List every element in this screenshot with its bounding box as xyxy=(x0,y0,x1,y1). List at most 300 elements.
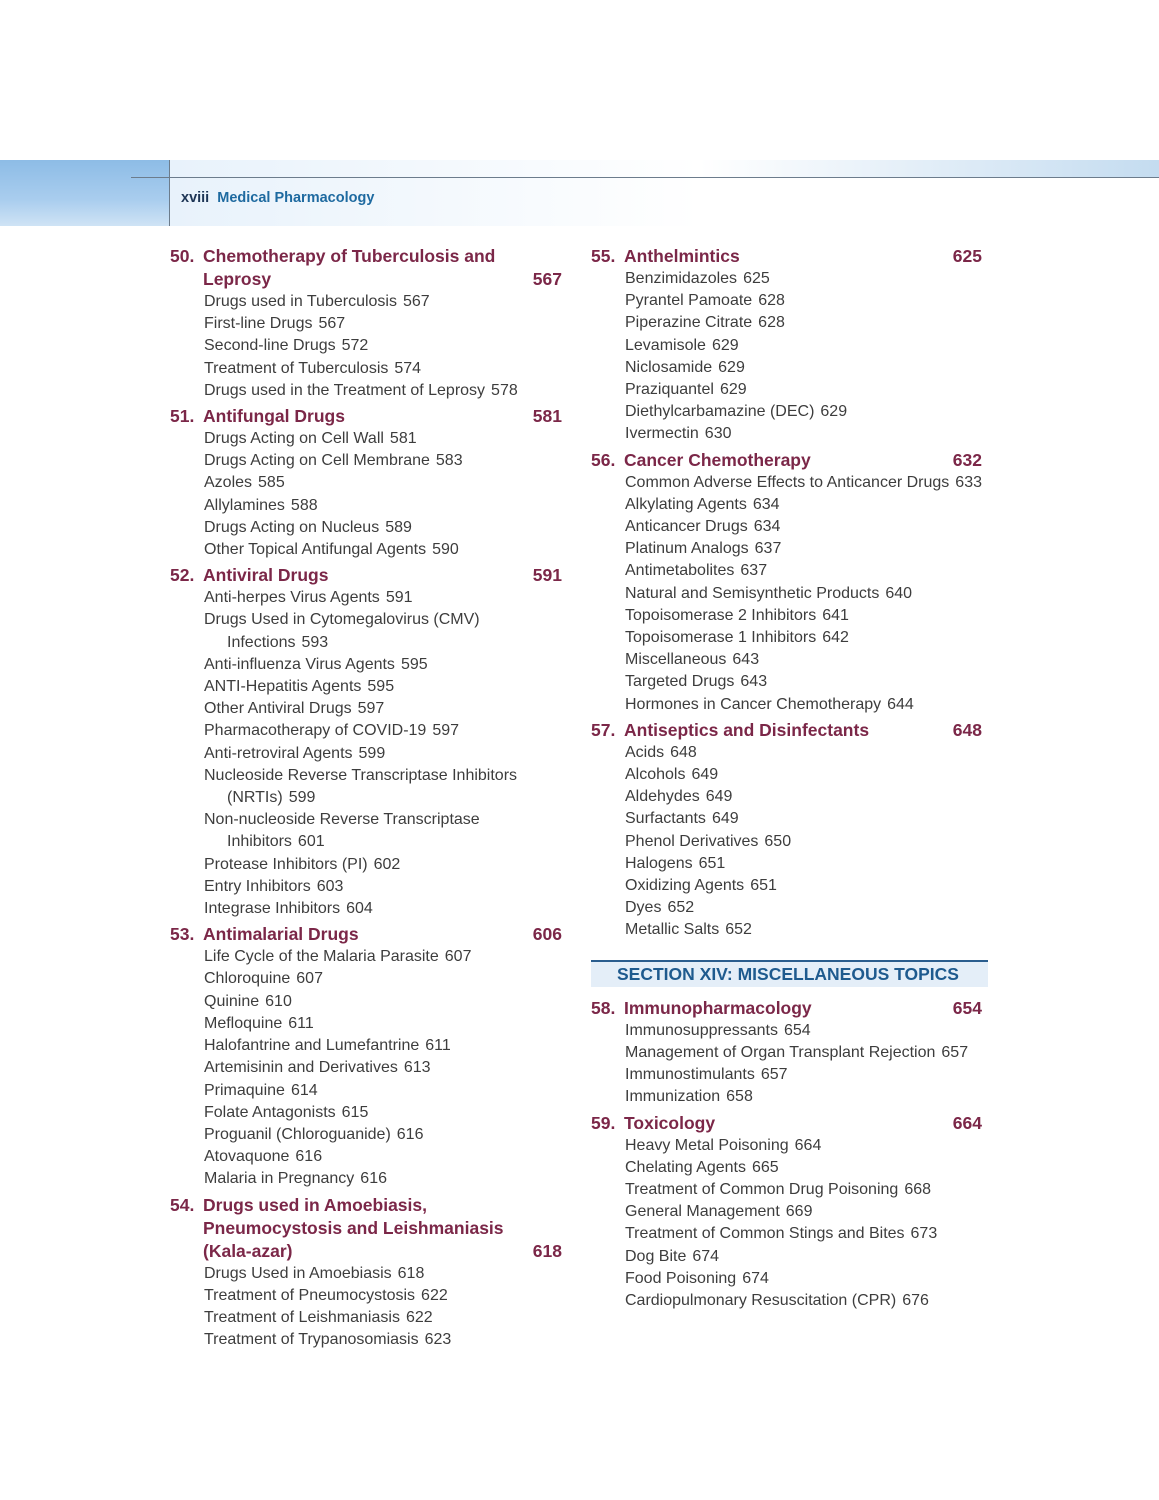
header-right-tab xyxy=(700,160,1159,178)
entry-label: Treatment of Common Stings and Bites xyxy=(625,1225,905,1243)
topic-list xyxy=(591,268,991,446)
toc-entry xyxy=(591,764,991,786)
toc-entry xyxy=(170,854,570,876)
entry-label: Mefloquine xyxy=(204,1014,283,1032)
entry-label: Immunosuppressants xyxy=(625,1021,778,1039)
chapter-number: 59. xyxy=(591,1112,616,1133)
entry-page: 581 xyxy=(389,430,417,448)
topic-list xyxy=(170,428,570,561)
entry-page: 644 xyxy=(887,695,914,713)
entry-page: 583 xyxy=(435,452,463,470)
entry-page: 613 xyxy=(403,1059,431,1077)
entry-page: 611 xyxy=(288,1014,314,1032)
toc-entry xyxy=(591,335,991,357)
entry-label: Drugs Used in Cytomegalovirus (CMV) Infections xyxy=(204,611,480,651)
toc-entry xyxy=(170,720,570,742)
entry-label: Alcohols xyxy=(625,766,686,784)
chapter-title: Chemotherapy of Tuberculosis and Leprosy xyxy=(203,246,496,289)
entry-page: 652 xyxy=(725,921,752,939)
chapter-title: Drugs used in Amoebiasis, Pneumocystosis and Leishmaniasis (Kala-azar) xyxy=(203,1194,504,1261)
entry-label: Allylamines xyxy=(204,496,285,514)
chapter-page: 618 xyxy=(532,1240,562,1261)
entry-label: Drugs used in the Treatment of Leprosy xyxy=(204,381,486,399)
entry-label: Antimetabolites xyxy=(625,562,735,580)
entry-page: 649 xyxy=(691,766,719,784)
toc-entry xyxy=(170,1285,570,1307)
entry-page: 616 xyxy=(295,1148,323,1166)
toc-entry xyxy=(170,1329,570,1351)
entry-page: 643 xyxy=(732,651,760,669)
entry-label: Praziquantel xyxy=(625,381,714,399)
chapter-number: 56. xyxy=(591,449,616,470)
chapter-title: Cancer Chemotherapy xyxy=(624,449,811,470)
entry-label: Halofantrine and Lumefantrine xyxy=(204,1037,420,1055)
entry-label: Dyes xyxy=(625,899,662,917)
toc-entry xyxy=(591,1064,991,1086)
toc-entry xyxy=(591,1179,991,1201)
entry-label: Anti-herpes Virus Agents xyxy=(204,589,380,607)
entry-page: 599 xyxy=(288,789,316,807)
entry-page: 648 xyxy=(670,743,697,761)
entry-label: General Management xyxy=(625,1203,780,1221)
toc-entry xyxy=(591,786,991,808)
toc-entry xyxy=(170,1124,570,1146)
toc-chapter xyxy=(170,1194,570,1352)
entry-page: 649 xyxy=(711,810,739,828)
entry-label: Surfactants xyxy=(625,810,706,828)
entry-label: Treatment of Pneumocystosis xyxy=(204,1286,416,1304)
toc-entry xyxy=(591,268,991,290)
chapter-number: 54. xyxy=(170,1194,195,1215)
entry-label: Aldehydes xyxy=(625,788,700,806)
entry-page: 589 xyxy=(385,518,412,536)
entry-label: Proguanil (Chloroguanide) xyxy=(204,1125,391,1143)
chapter-title: Immunopharmacology xyxy=(624,997,812,1018)
entry-label: Entry Inhibitors xyxy=(204,877,311,895)
entry-label: Azoles xyxy=(204,474,253,492)
entry-label: Drugs Acting on Nucleus xyxy=(204,518,380,536)
chapter-number: 57. xyxy=(591,719,616,740)
running-header xyxy=(181,190,374,206)
entry-label: Anticancer Drugs xyxy=(625,518,748,536)
entry-page: 652 xyxy=(667,899,695,917)
entry-label: Food Poisoning xyxy=(625,1269,737,1287)
toc-entry xyxy=(591,671,991,693)
toc-entry xyxy=(591,694,991,716)
entry-label: Niclosamide xyxy=(625,358,713,376)
chapter-title: Anthelmintics xyxy=(624,246,740,266)
chapter-heading xyxy=(170,923,570,946)
toc-chapter xyxy=(591,449,991,716)
toc-entry xyxy=(170,991,570,1013)
entry-page: 585 xyxy=(258,474,285,492)
toc-entry xyxy=(591,1290,991,1312)
topic-list xyxy=(591,742,991,942)
chapter-title: Antifungal Drugs xyxy=(203,406,345,427)
toc-entry xyxy=(170,472,570,494)
entry-page: 595 xyxy=(400,655,428,673)
entry-label: Malaria in Pregnancy xyxy=(204,1170,355,1188)
entry-page: 633 xyxy=(955,473,982,491)
entry-page: 614 xyxy=(290,1081,318,1099)
chapter-heading xyxy=(591,997,991,1020)
chapter-page: 591 xyxy=(532,565,562,586)
entry-label: Miscellaneous xyxy=(625,651,727,669)
toc-chapter xyxy=(170,564,570,920)
toc-entry xyxy=(591,605,991,627)
chapter-number: 51. xyxy=(170,406,195,427)
toc-entry xyxy=(170,676,570,698)
toc-entry xyxy=(591,1086,991,1108)
toc-entry xyxy=(591,742,991,764)
entry-page: 622 xyxy=(405,1308,433,1326)
toc-entry xyxy=(591,423,991,445)
toc-entry xyxy=(591,875,991,897)
toc-entry xyxy=(591,1223,991,1245)
toc-entry xyxy=(170,898,570,920)
toc-entry xyxy=(170,698,570,720)
entry-page: 601 xyxy=(297,833,325,851)
entry-label: Primaquine xyxy=(204,1081,285,1099)
toc-entry xyxy=(170,380,570,402)
entry-page: 651 xyxy=(698,854,726,872)
toc-chapter xyxy=(591,997,991,1109)
toc-entry xyxy=(170,539,570,561)
toc-entry xyxy=(170,291,570,313)
toc-entry xyxy=(170,946,570,968)
toc-entry xyxy=(170,743,570,765)
entry-page: 668 xyxy=(904,1180,932,1198)
chapter-page: 567 xyxy=(532,269,562,289)
chapter-title: Antiseptics and Disinfectants xyxy=(624,719,870,740)
header-vertical-rule xyxy=(169,160,170,226)
entry-label: Immunization xyxy=(625,1088,721,1106)
toc-entry xyxy=(591,897,991,919)
entry-page: 622 xyxy=(421,1286,448,1304)
entry-label: Oxidizing Agents xyxy=(625,877,745,895)
entry-label: Drugs Used in Amoebiasis xyxy=(204,1264,392,1282)
topic-list xyxy=(170,587,570,920)
entry-label: Nucleoside Reverse Transcriptase Inhibitors (NRTIs) xyxy=(204,766,518,807)
toc-chapter xyxy=(170,923,570,1190)
page-number: xviii xyxy=(181,190,210,206)
toc-entry xyxy=(591,831,991,853)
chapter-heading xyxy=(170,564,570,587)
entry-label: Treatment of Tuberculosis xyxy=(204,359,389,377)
entry-page: 578 xyxy=(491,381,518,399)
toc-entry xyxy=(591,1020,991,1042)
entry-page: 665 xyxy=(751,1158,779,1176)
entry-label: Chloroquine xyxy=(204,970,291,988)
entry-label: Piperazine Citrate xyxy=(625,314,753,332)
entry-page: 574 xyxy=(394,359,422,377)
entry-page: 597 xyxy=(432,722,460,740)
chapter-number: 52. xyxy=(170,565,195,586)
entry-page: 629 xyxy=(711,336,739,354)
entry-page: 611 xyxy=(425,1037,451,1055)
entry-label: ANTI-Hepatitis Agents xyxy=(204,678,362,696)
entry-label: Other Antiviral Drugs xyxy=(204,700,352,718)
entry-page: 588 xyxy=(290,496,318,514)
entry-label: Life Cycle of the Malaria Parasite xyxy=(204,948,439,966)
entry-page: 603 xyxy=(316,877,344,895)
entry-label: Topoisomerase 1 Inhibitors xyxy=(625,629,817,647)
chapter-page: 632 xyxy=(952,449,982,470)
entry-label: Hormones in Cancer Chemotherapy xyxy=(625,695,882,713)
entry-label: Other Topical Antifungal Agents xyxy=(204,541,427,559)
entry-page: 618 xyxy=(397,1264,425,1282)
toc-entry xyxy=(591,1201,991,1223)
entry-page: 634 xyxy=(753,518,781,536)
toc-entry xyxy=(170,876,570,898)
toc-left-column xyxy=(170,245,570,1354)
chapter-number: 58. xyxy=(591,997,616,1018)
toc-entry xyxy=(170,335,570,357)
toc-entry xyxy=(170,428,570,450)
book-title: Medical Pharmacology xyxy=(217,190,375,206)
chapter-page: 625 xyxy=(952,246,982,266)
toc-entry xyxy=(591,649,991,671)
toc-entry xyxy=(170,517,570,539)
entry-page: 641 xyxy=(822,606,849,624)
entry-label: Benzimidazoles xyxy=(625,270,738,287)
entry-label: Topoisomerase 2 Inhibitors xyxy=(625,606,817,624)
entry-page: 637 xyxy=(740,562,768,580)
entry-page: 602 xyxy=(373,855,401,873)
entry-page: 630 xyxy=(704,425,732,443)
entry-label: Treatment of Trypanosomiasis xyxy=(204,1331,419,1349)
entry-page: 616 xyxy=(360,1170,387,1188)
toc-chapter xyxy=(591,245,991,446)
entry-label: Drugs Acting on Cell Membrane xyxy=(204,452,430,470)
entry-label: Treatment of Common Drug Poisoning xyxy=(625,1180,899,1198)
entry-label: Artemisinin and Derivatives xyxy=(204,1059,398,1077)
entry-page: 628 xyxy=(758,292,785,310)
chapter-title: Antimalarial Drugs xyxy=(203,924,359,945)
entry-label: Halogens xyxy=(625,854,693,872)
entry-label: Second-line Drugs xyxy=(204,337,336,355)
entry-label: Cardiopulmonary Resuscitation (CPR) xyxy=(625,1291,897,1309)
entry-label: Platinum Analogs xyxy=(625,540,749,558)
entry-page: 597 xyxy=(357,700,385,718)
entry-page: 676 xyxy=(902,1291,929,1309)
topic-list xyxy=(591,472,991,716)
toc-entry xyxy=(591,1042,991,1064)
chapter-page: 581 xyxy=(532,406,562,427)
toc-entry xyxy=(591,853,991,875)
toc-entry xyxy=(591,401,991,423)
entry-page: 673 xyxy=(910,1225,938,1243)
toc-entry xyxy=(170,1035,570,1057)
entry-page: 604 xyxy=(346,900,373,918)
entry-page: 567 xyxy=(402,293,430,310)
toc-entry xyxy=(591,560,991,582)
entry-page: 625 xyxy=(743,270,770,287)
entry-page: 651 xyxy=(750,877,777,895)
entry-page: 658 xyxy=(726,1088,753,1106)
chapter-heading xyxy=(591,449,991,472)
toc-entry xyxy=(170,609,570,653)
chapter-number: 50. xyxy=(170,246,195,266)
toc-entry xyxy=(591,538,991,560)
entry-label: Pyrantel Pamoate xyxy=(625,292,753,310)
toc-entry xyxy=(591,627,991,649)
chapter-title: Toxicology xyxy=(624,1112,716,1133)
toc-entry xyxy=(170,1168,570,1190)
toc-entry xyxy=(591,583,991,605)
entry-label: Natural and Semisynthetic Products xyxy=(625,584,880,602)
toc-entry xyxy=(170,587,570,609)
entry-page: 628 xyxy=(758,314,785,332)
toc-entry xyxy=(591,516,991,538)
toc-entry xyxy=(591,919,991,941)
topic-list xyxy=(170,291,570,402)
chapter-heading xyxy=(591,719,991,742)
toc-entry xyxy=(170,1263,570,1285)
entry-label: Folate Antagonists xyxy=(204,1103,336,1121)
toc-entry xyxy=(170,495,570,517)
topic-list xyxy=(591,1135,991,1313)
entry-page: 615 xyxy=(341,1103,369,1121)
entry-page: 642 xyxy=(822,629,849,647)
entry-label: Common Adverse Effects to Anticancer Drugs xyxy=(625,473,950,491)
chapter-page: 606 xyxy=(532,924,562,945)
toc-entry xyxy=(591,1135,991,1157)
entry-label: Integrase Inhibitors xyxy=(204,900,341,918)
toc-chapter xyxy=(170,245,570,402)
toc-entry xyxy=(170,809,570,853)
topic-list xyxy=(170,1263,570,1352)
entry-page: 674 xyxy=(692,1247,720,1265)
chapter-heading xyxy=(591,245,991,268)
toc-entry xyxy=(591,312,991,334)
chapter-heading xyxy=(591,1112,991,1135)
toc-entry xyxy=(170,1102,570,1124)
toc-chapter xyxy=(170,405,570,561)
toc-entry xyxy=(591,1157,991,1179)
entry-page: 640 xyxy=(885,584,913,602)
entry-page: 650 xyxy=(764,832,792,850)
entry-label: Anti-retroviral Agents xyxy=(204,744,353,762)
entry-page: 629 xyxy=(718,358,745,376)
entry-label: Anti-influenza Virus Agents xyxy=(204,655,395,673)
header-color-block xyxy=(0,160,170,226)
entry-label: Acids xyxy=(625,743,665,761)
entry-label: Drugs Acting on Cell Wall xyxy=(204,430,384,448)
entry-label: Alkylating Agents xyxy=(625,495,747,513)
toc-entry xyxy=(591,1268,991,1290)
entry-label: Non-nucleoside Reverse Transcriptase Inhibitors xyxy=(204,811,480,851)
entry-page: 674 xyxy=(742,1269,769,1287)
entry-label: Diethylcarbamazine (DEC) xyxy=(625,403,815,421)
entry-label: Treatment of Leishmaniasis xyxy=(204,1308,400,1326)
entry-page: 629 xyxy=(719,381,747,399)
entry-page: 595 xyxy=(367,678,395,696)
entry-page: 590 xyxy=(432,541,459,559)
entry-page: 599 xyxy=(358,744,386,762)
entry-page: 607 xyxy=(444,948,472,966)
chapter-number: 53. xyxy=(170,924,195,945)
entry-label: Quinine xyxy=(204,992,260,1010)
toc-entry xyxy=(170,968,570,990)
toc-entry xyxy=(591,472,991,494)
toc-entry xyxy=(170,313,570,335)
toc-entry xyxy=(170,1013,570,1035)
toc-entry xyxy=(591,808,991,830)
topic-list xyxy=(170,946,570,1190)
entry-label: Atovaquone xyxy=(204,1148,290,1166)
entry-page: 607 xyxy=(296,970,323,988)
entry-label: Immunostimulants xyxy=(625,1066,755,1084)
chapter-heading xyxy=(170,245,570,291)
toc-chapter xyxy=(591,719,991,942)
entry-page: 664 xyxy=(794,1136,822,1154)
entry-label: First-line Drugs xyxy=(204,315,313,333)
toc-entry xyxy=(170,358,570,380)
entry-label: Metallic Salts xyxy=(625,921,720,939)
chapter-heading xyxy=(170,405,570,428)
entry-label: Dog Bite xyxy=(625,1247,687,1265)
entry-page: 649 xyxy=(705,788,733,806)
chapter-page: 664 xyxy=(952,1112,982,1133)
toc-entry xyxy=(170,1080,570,1102)
entry-label: Ivermectin xyxy=(625,425,699,443)
entry-page: 657 xyxy=(941,1043,969,1061)
entry-page: 629 xyxy=(820,403,848,421)
entry-label: Management of Organ Transplant Rejection xyxy=(625,1043,936,1061)
entry-label: Targeted Drugs xyxy=(625,673,735,691)
chapter-page: 648 xyxy=(952,719,982,740)
entry-page: 637 xyxy=(754,540,782,558)
chapter-title: Antiviral Drugs xyxy=(203,565,329,586)
entry-page: 567 xyxy=(318,315,346,333)
chapter-heading xyxy=(170,1194,570,1263)
entry-page: 657 xyxy=(760,1066,788,1084)
entry-label: Pharmacotherapy of COVID-19 xyxy=(204,722,427,740)
entry-label: Chelating Agents xyxy=(625,1158,746,1176)
toc-entry xyxy=(591,1246,991,1268)
toc-entry xyxy=(170,1146,570,1168)
chapter-number: 55. xyxy=(591,246,616,266)
toc-entry xyxy=(170,765,570,809)
toc-entry xyxy=(170,1057,570,1079)
entry-page: 593 xyxy=(301,633,329,651)
entry-page: 634 xyxy=(752,495,780,513)
toc-entry xyxy=(591,357,991,379)
entry-page: 616 xyxy=(396,1125,424,1143)
entry-label: Phenol Derivatives xyxy=(625,832,759,850)
topic-list xyxy=(591,1020,991,1109)
toc-right-column xyxy=(591,245,991,1315)
entry-page: 654 xyxy=(783,1021,811,1039)
toc-entry xyxy=(170,654,570,676)
toc-entry xyxy=(591,379,991,401)
entry-page: 572 xyxy=(341,337,369,355)
chapter-page: 654 xyxy=(952,997,982,1018)
toc-entry xyxy=(170,450,570,472)
entry-label: Drugs used in Tuberculosis xyxy=(204,293,397,310)
entry-label: Heavy Metal Poisoning xyxy=(625,1136,789,1154)
entry-page: 669 xyxy=(785,1203,813,1221)
toc-chapter xyxy=(591,1112,991,1313)
entry-label: Protease Inhibitors (PI) xyxy=(204,855,368,873)
entry-page: 610 xyxy=(265,992,292,1010)
toc-entry xyxy=(591,494,991,516)
entry-page: 623 xyxy=(424,1331,452,1349)
entry-page: 591 xyxy=(385,589,413,607)
entry-page: 643 xyxy=(740,673,768,691)
toc-entry xyxy=(170,1307,570,1329)
